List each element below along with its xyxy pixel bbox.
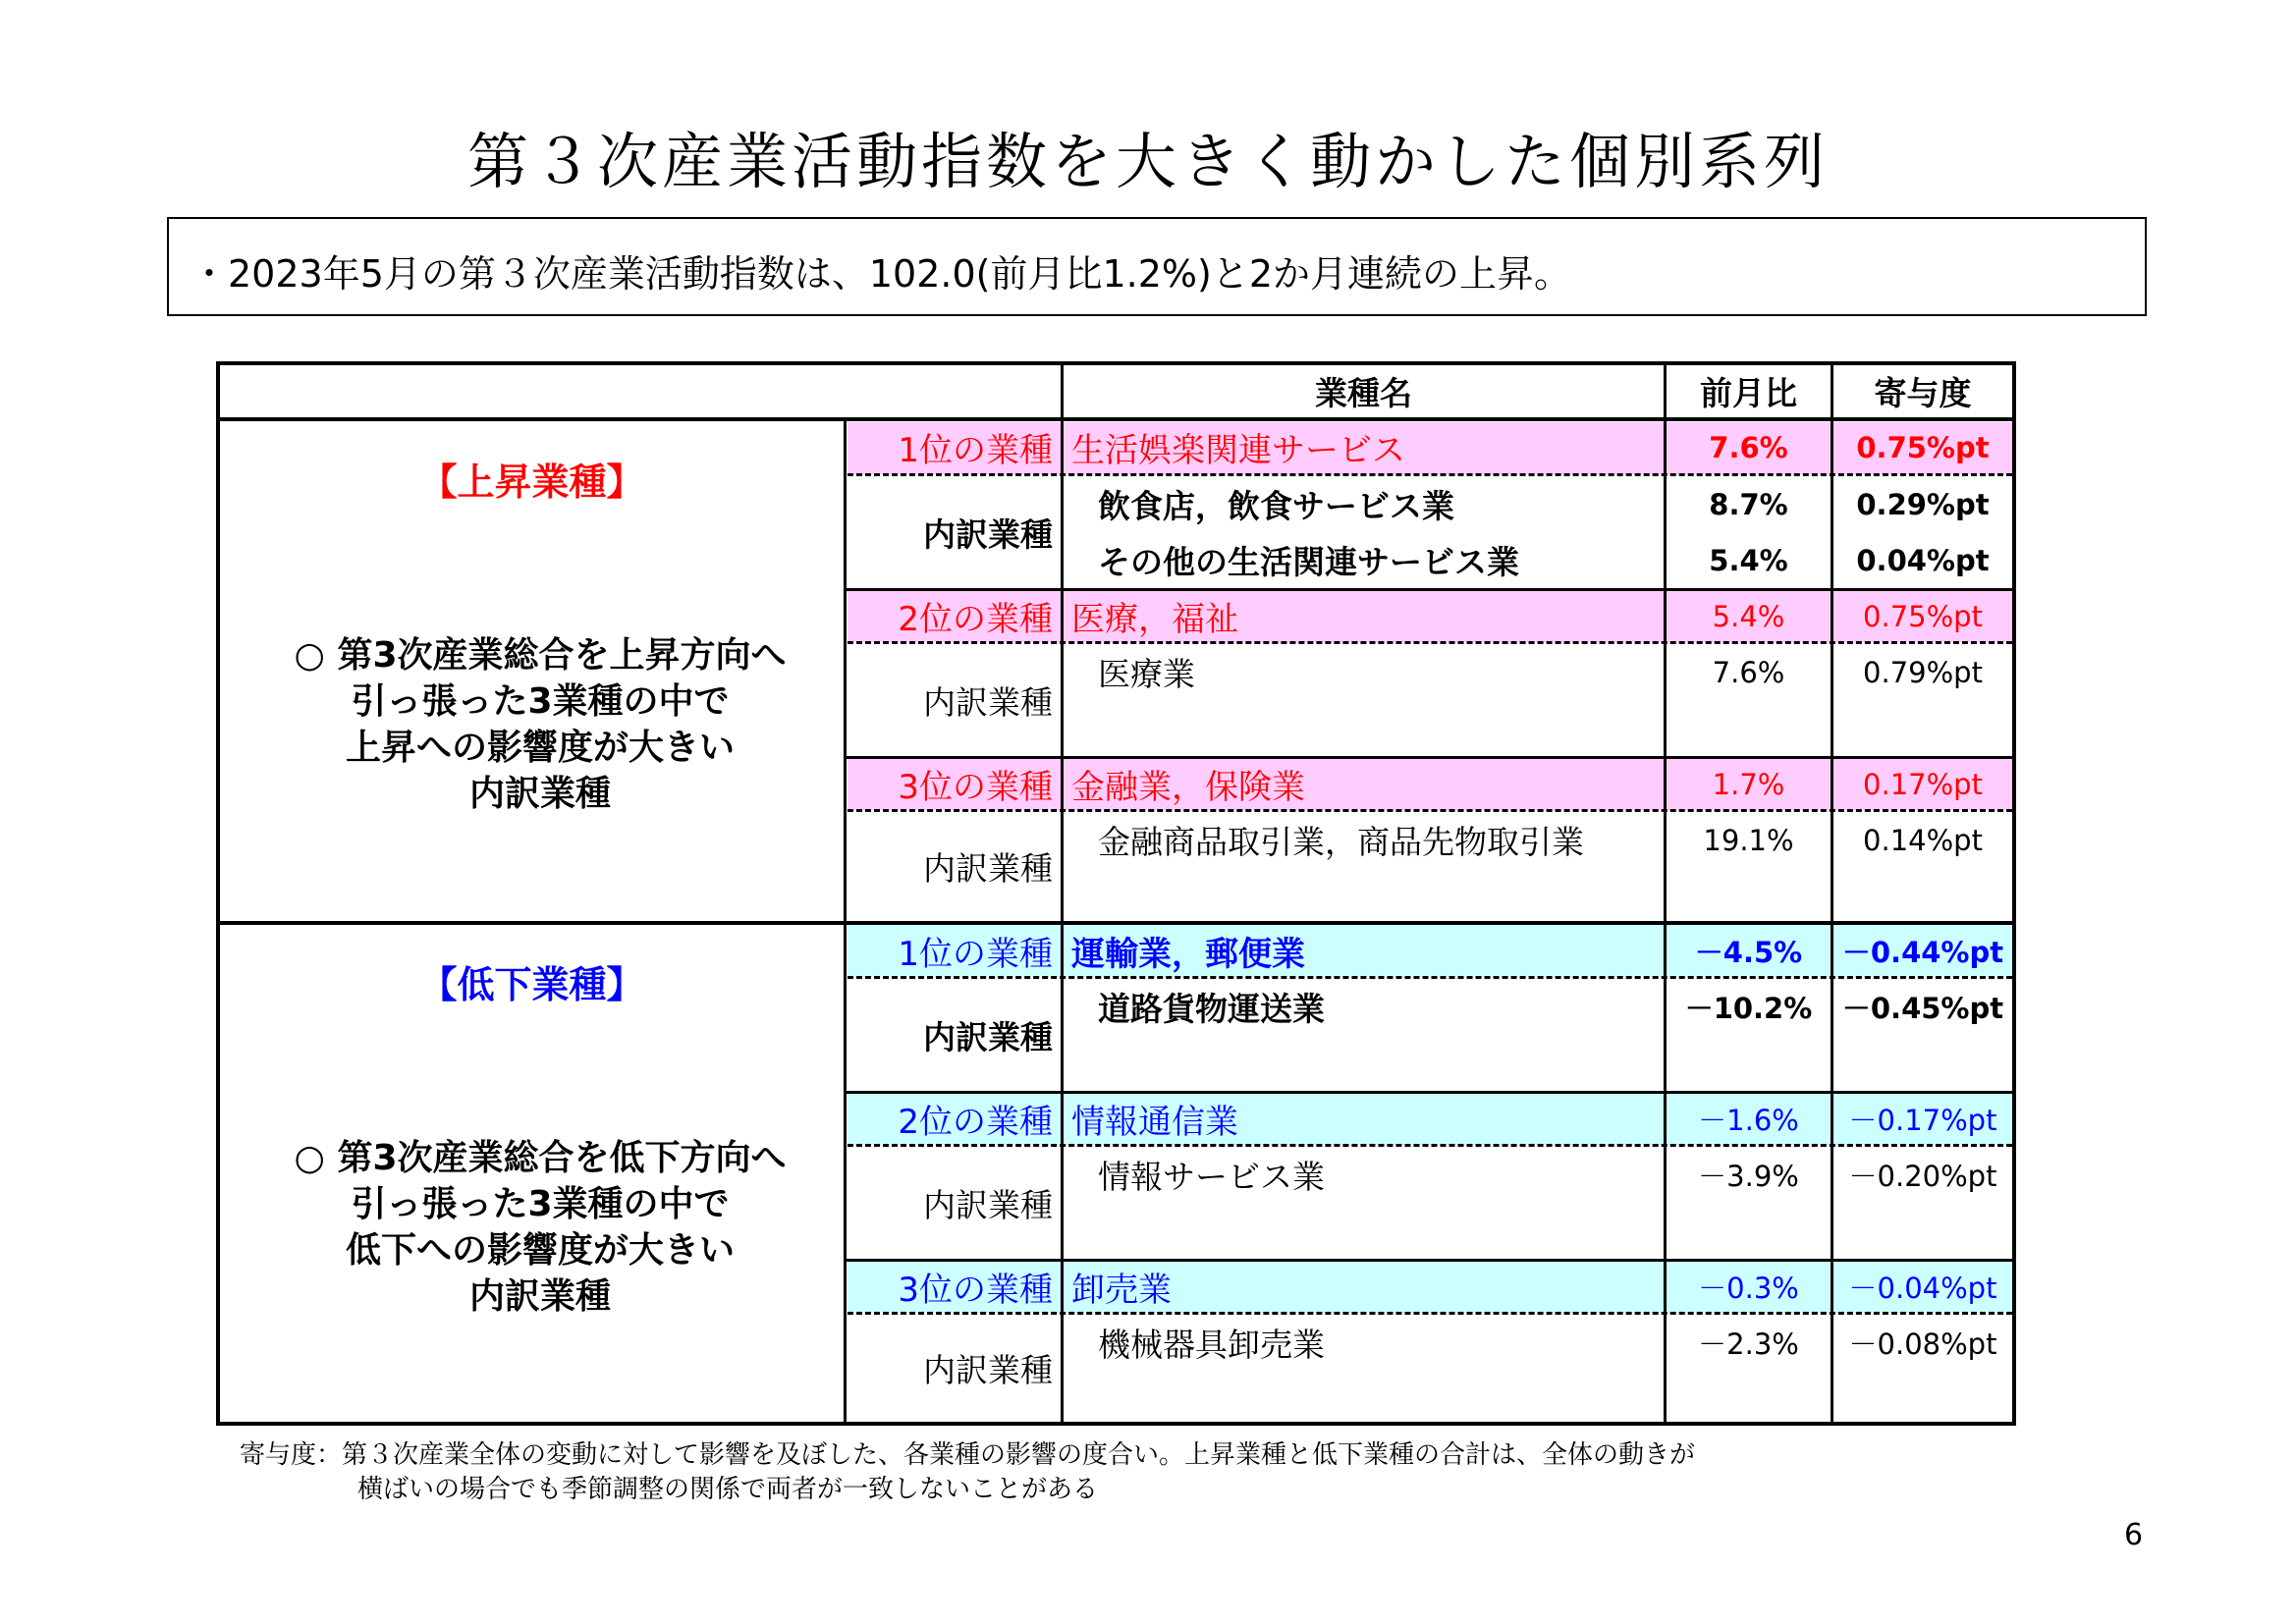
falling-rank3-item1-name: 機械器具卸売業 <box>1098 1326 1325 1364</box>
falling-rank3-item1-mom: －2.3% <box>1698 1327 1799 1361</box>
rising-rank2-label: 2位の業種 <box>898 600 1053 639</box>
falling-rank1-label: 1位の業種 <box>898 935 1053 974</box>
falling-rank2-item1-mom: －3.9% <box>1698 1160 1799 1193</box>
rising-rank2-item1-name: 医療業 <box>1098 655 1195 693</box>
rising-rank1-breakdown-label: 内訳業種 <box>923 514 1053 554</box>
falling-rank1-contribution: －0.44%pt <box>1841 936 2004 969</box>
rising-section-label: 【上昇業種】 <box>419 460 644 504</box>
page-number: 6 <box>2124 1518 2144 1552</box>
header-contribution: 寄与度 <box>1874 374 1972 412</box>
rising-rank2-item1-contribution: 0.79%pt <box>1863 655 1983 689</box>
rising-rank1-name: 生活娯楽関連サービス <box>1071 431 1405 470</box>
rising-rank3-item1-mom: 19.1% <box>1703 823 1794 857</box>
rising-rank3-breakdown-label: 内訳業種 <box>923 849 1053 888</box>
falling-rank2-breakdown-label: 内訳業種 <box>923 1185 1053 1224</box>
rising-rank3-label: 3位の業種 <box>898 768 1053 807</box>
falling-rank2-name: 情報通信業 <box>1071 1103 1238 1142</box>
rising-rank1-label: 1位の業種 <box>898 431 1053 470</box>
header-industry: 業種名 <box>1315 374 1412 412</box>
industry-table <box>216 361 2016 1426</box>
falling-rank1-breakdown-label: 内訳業種 <box>923 1017 1053 1056</box>
summary-text: ・2023年5月の第３次産業活動指数は、102.0(前月比1.2%)と2か月連続の上昇。 <box>191 252 1572 296</box>
falling-description: ○ 第3次産業総合を低下方向へ 引っ張った3業種の中で 低下への影響度が大きい 内訳業種 <box>294 1138 787 1317</box>
falling-rank1-name: 運輸業，郵便業 <box>1071 935 1305 974</box>
rising-rank1-contribution: 0.75%pt <box>1856 430 1990 464</box>
table-border-left <box>216 361 220 1426</box>
rising-rank2-mom: 5.4% <box>1712 599 1785 633</box>
falling-rank3-label: 3位の業種 <box>898 1271 1053 1310</box>
rising-rank2-breakdown-label: 内訳業種 <box>923 682 1053 722</box>
rising-rank1-item1-contribution: 0.29%pt <box>1856 487 1990 521</box>
falling-rank2-item1-name: 情報サービス業 <box>1098 1158 1325 1196</box>
falling-rank2-contribution: －0.17%pt <box>1848 1104 1997 1137</box>
rising-rank1-item2-contribution: 0.04%pt <box>1856 543 1990 577</box>
footnote <box>240 1438 1695 1507</box>
falling-rank2-item1-contribution: －0.20%pt <box>1848 1160 1997 1193</box>
footnote-line-2: 横ばいの場合でも季節調整の関係で両者が一致しないことがある <box>357 1475 1099 1504</box>
table-border-right <box>2012 361 2016 1426</box>
rising-rank2-contribution: 0.75%pt <box>1863 599 1983 633</box>
falling-rank1-item1-contribution: －0.45%pt <box>1841 992 2004 1025</box>
falling-rank3-name: 卸売業 <box>1071 1271 1172 1310</box>
rising-rank3-contribution: 0.17%pt <box>1863 767 1983 801</box>
falling-rank3-contribution: －0.04%pt <box>1848 1272 1997 1305</box>
rising-description: ○ 第3次産業総合を上昇方向へ 引っ張った3業種の中で 上昇への影響度が大きい 内訳業種 <box>294 635 787 814</box>
page-title: 第３次産業活動指数を大きく動かした個別系列 <box>466 126 1829 197</box>
rising-rank1-mom: 7.6% <box>1709 430 1788 464</box>
rising-rank2-name: 医療，福祉 <box>1071 600 1238 639</box>
rising-rank3-mom: 1.7% <box>1712 767 1785 801</box>
rising-rank3-item1-contribution: 0.14%pt <box>1863 823 1983 857</box>
falling-rank1-item1-name: 道路貨物運送業 <box>1098 990 1325 1028</box>
falling-rank2-label: 2位の業種 <box>898 1103 1053 1142</box>
rising-rank2-item1-mom: 7.6% <box>1712 655 1785 689</box>
falling-rank3-breakdown-label: 内訳業種 <box>923 1351 1053 1389</box>
falling-rank3-mom: －0.3% <box>1698 1272 1799 1305</box>
rising-rank1-item2-mom: 5.4% <box>1709 543 1788 577</box>
falling-rank2-mom: －1.6% <box>1698 1104 1799 1137</box>
falling-rank1-item1-mom: －10.2% <box>1684 992 1813 1025</box>
falling-rank3-item1-contribution: －0.08%pt <box>1848 1327 1997 1361</box>
table-border-bottom <box>216 1422 2016 1426</box>
rising-rank1-item1-name: 飲食店，飲食サービス業 <box>1098 487 1454 525</box>
falling-section-label: 【低下業種】 <box>419 963 644 1006</box>
header-mom: 前月比 <box>1700 374 1797 412</box>
rising-rank3-name: 金融業，保険業 <box>1071 768 1305 807</box>
falling-rank1-mom: －4.5% <box>1694 936 1803 969</box>
rising-rank1-item1-mom: 8.7% <box>1709 487 1788 521</box>
rising-rank3-item1-name: 金融商品取引業，商品先物取引業 <box>1098 823 1584 861</box>
summary-box <box>167 217 2147 316</box>
footnote-line-1: 寄与度：第３次産業全体の変動に対して影響を及ぼした、各業種の影響の度合い。上昇業種と低下業種の合計は、全体の動きが <box>240 1440 1696 1470</box>
rising-rank1-item2-name: その他の生活関連サービス業 <box>1098 543 1519 581</box>
